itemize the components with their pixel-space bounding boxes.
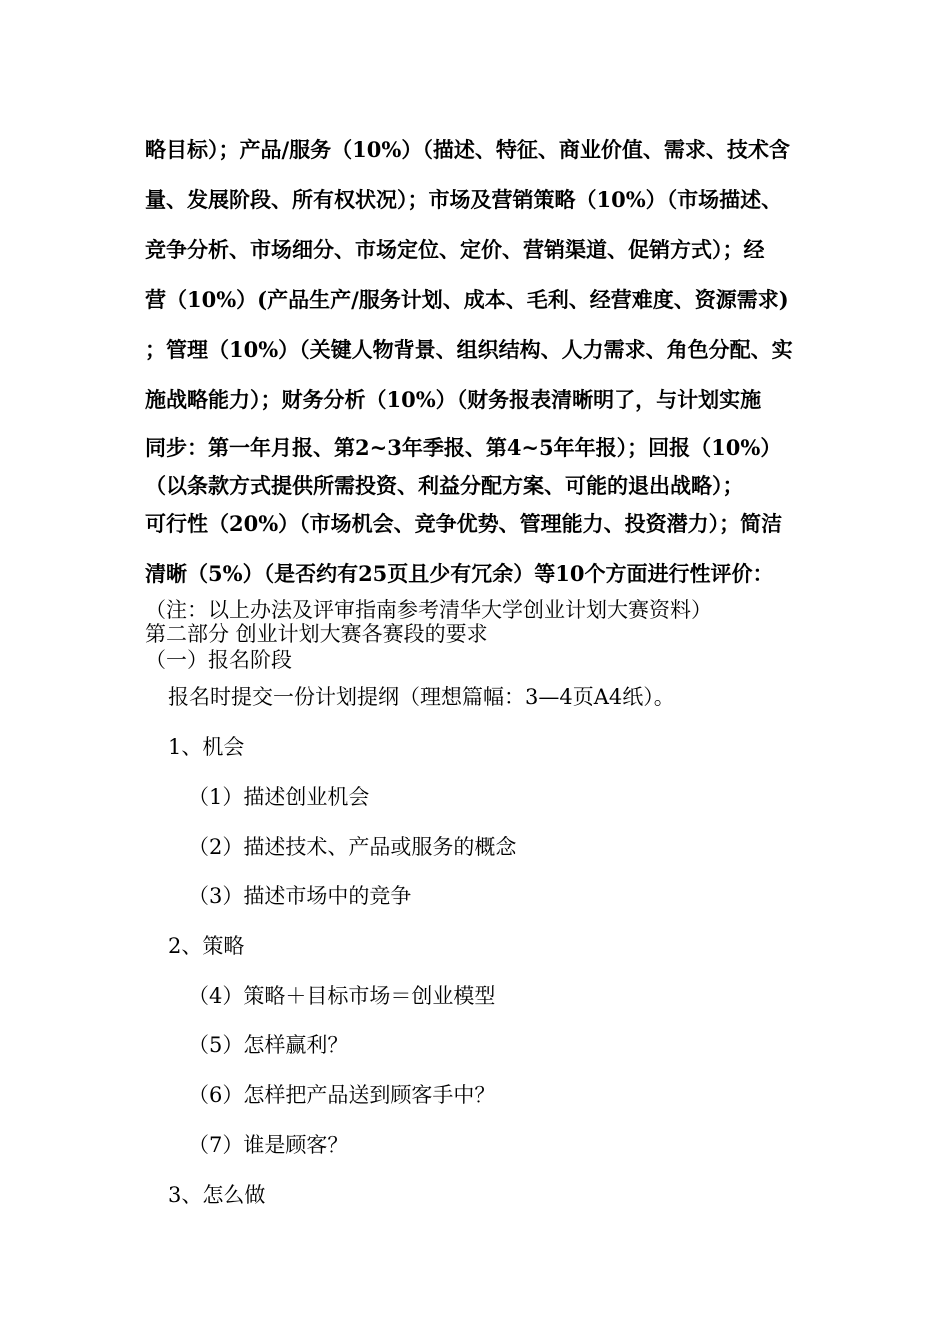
body-line: 同步：第一年月报、第2~3年季报、第4~5年年报）；回报（10%） [145, 435, 782, 460]
list-item: （5）怎样赢利？ [188, 1033, 349, 1057]
list-item: （6）怎样把产品送到顾客手中？ [188, 1083, 496, 1107]
body-line: 竞争分析、市场细分、市场定位、定价、营销渠道、促销方式）；经 [145, 237, 765, 262]
body-line: 略目标）；产品/服务（10%）（描述、特征、商业价值、需求、技术含 [145, 137, 790, 162]
note: （注：以上办法及评审指南参考清华大学创业计划大赛资料） [145, 598, 712, 622]
list-heading: 2、策略 [168, 934, 245, 958]
list-item: （7）谁是顾客？ [188, 1133, 349, 1157]
body-line: （以条款方式提供所需投资、利益分配方案、可能的退出战略）； [145, 473, 744, 498]
list-item: （4）策略＋目标市场＝创业模型 [188, 984, 496, 1008]
section-title: 第二部分 创业计划大赛各赛段的要求 [145, 622, 488, 646]
list-item: （1）描述创业机会 [188, 785, 370, 809]
body-line: 可行性（20%）（市场机会、竞争优势、管理能力、投资潜力）；简洁 [145, 511, 783, 536]
list-item: （3）描述市场中的竞争 [188, 884, 412, 908]
body-line: 营（10%）(产品生产/服务计划、成本、毛利、经营难度、资源需求) [145, 287, 789, 312]
body-line: 量、发展阶段、所有权状况）；市场及营销策略（10%）（市场描述、 [145, 187, 783, 212]
list-heading: 3、怎么做 [168, 1183, 266, 1207]
body-line: 清晰（5%）（是否约有25页且少有冗余）等10个方面进行性评价： [145, 561, 774, 586]
body-line: 施战略能力）；财务分析（10%）（财务报表清晰明了，与计划实施 [145, 387, 762, 412]
stage-description: 报名时提交一份计划提纲（理想篇幅：3—4页A4纸）。 [168, 685, 675, 709]
list-heading: 1、机会 [168, 735, 245, 759]
body-line: ；管理（10%）（关键人物背景、组织结构、人力需求、角色分配、实 [145, 337, 793, 362]
stage-title: （一）报名阶段 [145, 648, 292, 672]
list-item: （2）描述技术、产品或服务的概念 [188, 835, 517, 859]
